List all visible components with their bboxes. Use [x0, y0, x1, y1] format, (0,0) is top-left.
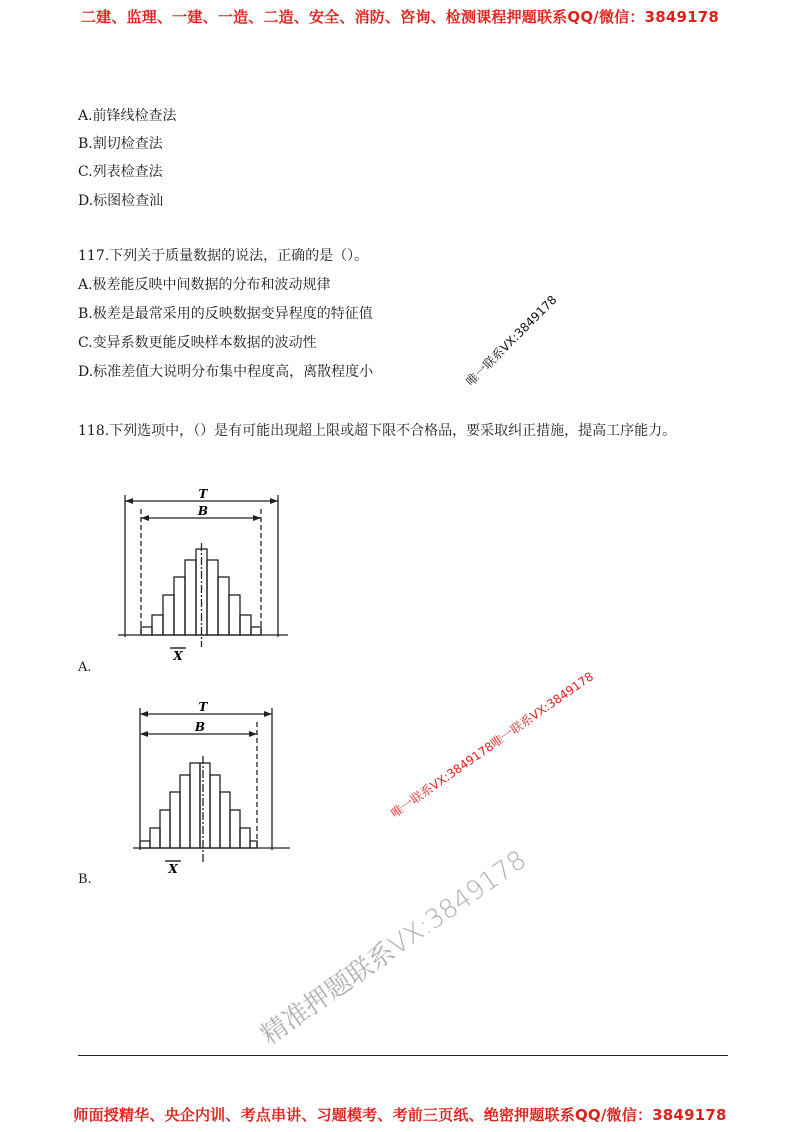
histogram-bar — [230, 810, 240, 848]
histogram-bar — [210, 775, 220, 848]
histogram-bar — [218, 577, 229, 635]
label-x: X — [173, 649, 183, 663]
histogram-bar — [190, 763, 200, 848]
watermark-3: 精准押题联系VX:3849178 — [255, 844, 533, 1051]
histogram-bar — [152, 615, 163, 635]
q116-option-d: D.标图检查汕 — [78, 193, 164, 209]
histogram-bar — [200, 763, 210, 848]
histogram-bar — [160, 810, 170, 848]
footer-rule — [78, 1055, 728, 1056]
q118-stem: 118.下列选项中，（）是有可能出现超上限或超下限不合格品，要采取纠正措施，提高工序能力。 — [78, 423, 677, 439]
histogram-bar — [240, 828, 250, 848]
q117-option-a: A.极差能反映中间数据的分布和波动规律 — [78, 277, 331, 293]
q117-option-b: B.极差是最常采用的反映数据变异程度的特征值 — [78, 306, 373, 322]
watermark-1: 唯一联系VX:3849178 — [463, 292, 560, 389]
histogram-bar — [240, 615, 251, 635]
histogram-bar — [174, 577, 185, 635]
q117-option-c: C.变异系数更能反映样本数据的波动性 — [78, 335, 317, 351]
q116-option-b: B.割切检查法 — [78, 136, 163, 152]
histogram-bar — [163, 595, 174, 635]
histogram-bar — [180, 775, 190, 848]
q117-stem: 117.下列关于质量数据的说法，正确的是（）。 — [78, 248, 369, 264]
histogram-bar — [229, 595, 240, 635]
watermark-2: 唯一联系VX:3849178唯一联系VX:3849178 — [388, 669, 597, 821]
q117-option-d: D.标准差值大说明分布集中程度高，离散程度小 — [78, 364, 374, 380]
histogram-bar — [207, 560, 218, 635]
histogram-bar — [150, 828, 160, 848]
histogram-bar — [185, 560, 196, 635]
label-t: T — [198, 700, 208, 714]
q116-option-c: C.列表检查法 — [78, 164, 163, 180]
q116-option-a: A.前锋线检查法 — [78, 108, 177, 124]
label-b: B — [197, 504, 209, 518]
histogram-figure-b — [125, 698, 305, 878]
histogram-bar — [170, 792, 180, 848]
histogram-bar — [250, 841, 257, 848]
histogram-bar — [140, 841, 150, 848]
histogram-bar — [141, 627, 152, 635]
histogram-bar — [251, 627, 261, 635]
label-b: B — [194, 720, 206, 734]
label-x: X — [168, 862, 178, 876]
histogram-bar — [220, 792, 230, 848]
footer-banner: 师面授精华、央企内训、考点串讲、习题模考、考前三页纸、绝密押题联系QQ/微信：3849178 — [73, 1106, 727, 1124]
histogram-figure-a — [110, 485, 300, 665]
label-t: T — [198, 487, 208, 501]
header-banner: 二建、监理、一建、一造、二造、安全、消防、咨询、检测课程押题联系QQ/微信：3849178 — [80, 8, 720, 26]
q118-option-b: B. — [78, 872, 92, 887]
q118-option-a: A. — [78, 660, 92, 675]
